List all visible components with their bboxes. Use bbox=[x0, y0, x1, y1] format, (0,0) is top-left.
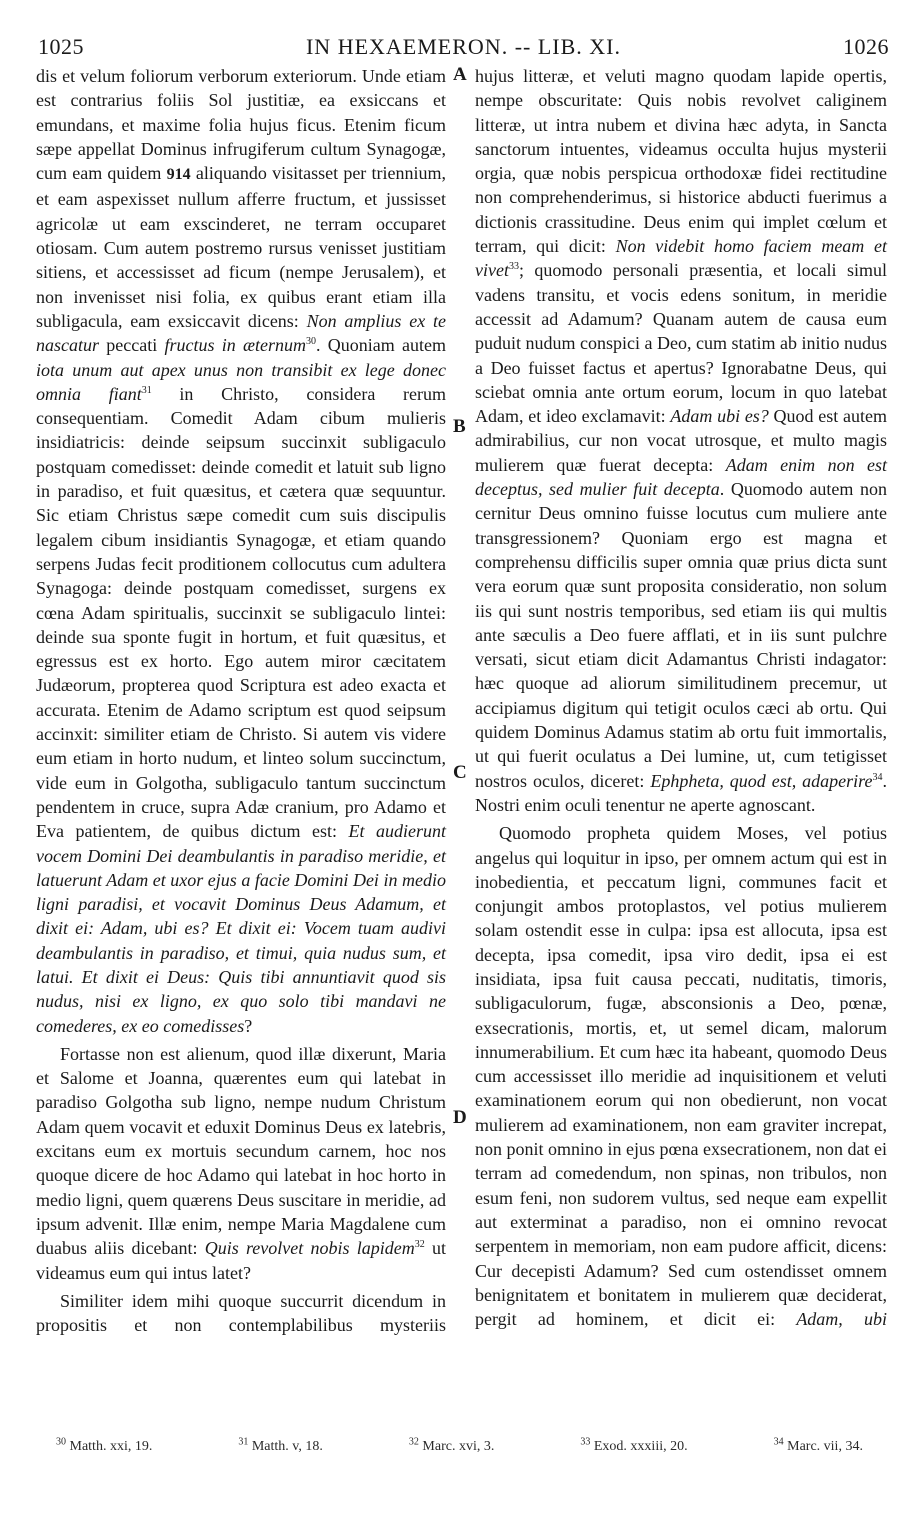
scripture-quote: iota unum aut apex unus non transibit ex lege donec omnia fiant bbox=[36, 359, 446, 404]
running-head bbox=[38, 34, 889, 60]
text-run: ut videamus eum qui intus latet? bbox=[36, 1238, 447, 1283]
running-title: IN HEXAEMERON. -- LIB. XI. bbox=[305, 34, 621, 59]
text-run: . Quomodo autem non cernitur Deus omnino fuisse locutus cum muliere ante transgressionem? Quoniam ergo est magna et comprehensu difficilis super omnia quæ prius dicta sunt vera eorum quæ sunt proposita consideratio, non solum iis qui sunt nostris temporibus, sed etiam iis qui multis ante sæculis a Deo fuere afflati, et in iis sunt pulchre versati, sicut etiam dicit Adamantus Christi indagator: hæc quoque ad aliorum similitudinem precemur, ut accipiamus digitum qui tetigit oculos cæci ab ortu. Qui quidem Dominus Adamus statim ab ortu fuit immortalis, ut qui fuerit oculatus a Dei lumine, ut, cum tetigisset nostros oculos, diceret: bbox=[475, 479, 887, 791]
footnotes bbox=[56, 1436, 863, 1455]
left-column bbox=[36, 64, 446, 1337]
scripture-quote: Ephpheta, quod est, adaperire bbox=[650, 770, 873, 791]
right-paragraph-2 bbox=[475, 821, 887, 1331]
text-run: . Nostri enim oculi tenentur ne aperte agnoscant. bbox=[475, 770, 887, 815]
scripture-quote: Et audierunt vocem Domini Dei deambulantis in paradiso meridie, et latuerunt Adam et uxor ejus a facie Domini Dei in medio ligni paradisi, et vocavit Dominus Deus Adamum, et dixit ei: Adam, ubi es? Et dixit ei: Vocem tuam audivi deambulantis in paradiso, et timui, quia nudus sum, et latui. Et dixit ei Deus: Quis tibi annuntiavit quod sis nudus, nisi ex ligno, ex quo solo tibi mandavi ne comederes, ex eo comedisses bbox=[36, 821, 446, 1036]
footnote-number: 33 bbox=[580, 1436, 591, 1448]
footnote bbox=[580, 1436, 688, 1455]
text-run: aliquando visitasset per triennium, et eam aspexisset nullum afferre fructum, et jussisset agricolæ ut eam exscinderet, ne terram occuparet otiosam. Cum autem postremo rursus venisset justitiam sitiens, et accessisset ad ficum (nempe Jerusalem), et non invenisset nisi folia, ex quibus erant etiam illa subligacula, eam exsiccavit dicens: bbox=[36, 163, 447, 331]
text-run: peccati bbox=[106, 335, 158, 356]
footnote-reference: Exod. xxxiii, 20. bbox=[593, 1439, 688, 1454]
text-run: Quomodo propheta quidem Moses, vel potius angelus qui loquitur in ipso, per omnem actum qui est in inobedientia, et peccatum ligni, communes facit et conjungit ambos protoplastos, vel potius mulierem solam ostendit esse in culpa: ipsa est allocuta, ipsa est decepta, ipsa comedit, ipsa viro dedit, ipsa ei est insidiata, ipsa fuit causa peccati, nuditatis, timoris, subligaculorum, fugæ, absconsionis a Deo, pœnæ, exsecrationis, mortis, et, ut semel dicam, malorum innumerabilium. Et cum hæc ita habeant, quomodo Deus cum accessisset illo meridie ad inquisitionem et veluti examinationem eorum qui non obedierunt, non vocat mulierem ad examinationem, non eam graviter increpat, non ponit omnino in ejus pœna exsecrationem, non dat ei terram ad comedendum, non spinas, non tribulos, non esum feni, non sudorem vultus, sed neque eam expellit aut exterminat a paradiso, non ei omnino revocat serpentem in memoriam, non eam pudore afficit, dicens: Cur decepisti Adamum? Sed cum ostendisset omnem benignitatem et bonitatem in mulierem quæ deciderat, pergit ad hominem, et dicit ei: bbox=[475, 823, 887, 1330]
page-number-right: 1026 bbox=[842, 34, 889, 59]
text-run: ; quomodo personali præsentia, et locali simul vadens transitu, et vocis edens sonitum, in meridie accessit ad Adamum? Quanam autem de causa eum puduit nudum conspici a Deo, cum statim ab initio nudus a Deo fuisset factus et apertus? Ignorabatne Deus, qui sciebat omnia ante ortum eorum, locum in quo latebat Adam, et ideo exclamavit: bbox=[475, 260, 887, 427]
margin-letter-d: D bbox=[453, 1107, 467, 1128]
text-run: hujus litteræ, et veluti magno quodam lapide opertis, nempe obscuritate: Quis nobis revolvet caliginem litteræ, ut intra nubem et divina hæc adyta, in Sancta sanctorum intuentes, videamus occulta hujus mysterii orgia, quæ nobis perspicua orthodoxæ fidei rectitudine non comprehenderimus, si historice abducti fuerimus a dictionis crassitudine. Deus enim qui implet cœlum et terram, qui dicit: bbox=[475, 66, 887, 257]
right-column bbox=[475, 64, 887, 1331]
margin-letter-a: A bbox=[453, 64, 467, 85]
left-paragraph-3 bbox=[36, 1289, 446, 1338]
footnote bbox=[408, 1436, 495, 1455]
text-run: dis et velum foliorum verborum exteriorum. Unde etiam est contrarius foliis Sol justitiæ, ea exsiccans et emundans, et maxime folia hujus ficus. Etenim ficum sæpe appellat Dominus infrugiferum cultum Synagogæ, cum eam quidem bbox=[36, 66, 446, 184]
footnote-reference: Matth. v, 18. bbox=[251, 1439, 323, 1454]
footnote-ref: 31 bbox=[141, 384, 152, 396]
scripture-quote: Adam ubi es? bbox=[670, 406, 769, 427]
footnote-number: 32 bbox=[408, 1436, 419, 1448]
text-run: Quod est autem admirabilius, cur non vocat utrosque, et multo magis mulierem quæ fuerat decepta: bbox=[475, 406, 887, 475]
footnote-reference: Marc. xvi, 3. bbox=[422, 1439, 495, 1454]
page-number-left: 1025 bbox=[38, 34, 84, 59]
text-run: in Christo, considera rerum consequentiam. Comedit Adam cibum mulieris insidiatricis: deinde seipsum succinxit subligaculo postquam comedisset: deinde comedit et latuit sub ligno in paradiso, et fuit quæsitus, et cætera quæ sequuntur. Sic etiam Christus sæpe comedit cum suis discipulis legalem cibum insidiantis Synagogæ, et etiam quando serpens Judas fecit proditionem collocutus cum adultera Synagoga: deinde postquam comedisset, surgens ex cœna Adam spiritualis, succinxit se subligaculo lintei: deinde sua sponte fugit in hortum, et fuit quæsitus, et egressus est ex horto. Ego autem miror cæcitatem Judæorum, propterea quod Scriptura est adeo exacta et accurata. Etenim de Adamo scriptum est quod seipsum accinxit: similiter etiam de Christo. Si autem vis videre eum etiam in horto nudum, et linteo solum succinctum, vide eum in Golgotha, subligaculo tantum succinctum pendentem in cruce, supra Adæ cranium, pro Adamo et Eva patientem, de quibus dictum est: bbox=[36, 383, 446, 842]
text-run: Fortasse non est alienum, quod illæ dixerunt, Maria et Salome et Joanna, quærentes eum qui latebat in paradiso Golgotha sub ligno, nempe nudum Christum Adam quem vocavit et eduxit Dominus Deus ex latebris, excitans eum ex mortuis secundum carnem, hoc nos quoque dicere de hoc Adamo qui latebat in hoc horto in medio ligni, quem quærens Deus suscitare in meridie, ad ipsum advenit. Illæ enim, nempe Maria Magdalene cum duabus aliis dicebant: bbox=[36, 1043, 446, 1259]
scripture-quote: Non videbit homo faciem meam et vivet bbox=[475, 236, 887, 281]
left-paragraph-2 bbox=[36, 1042, 446, 1285]
right-paragraph-1 bbox=[475, 64, 887, 817]
footnote bbox=[56, 1436, 153, 1455]
text-run: . Quoniam autem bbox=[316, 335, 446, 356]
text-run: Similiter idem mihi quoque succurrit dicendum in propositis et non contemplabilibus mysteriis bbox=[36, 1290, 446, 1336]
footnote-ref: 30 bbox=[306, 336, 317, 348]
scripture-quote: Adam, ubi bbox=[796, 1309, 888, 1330]
scripture-quote: Non amplius ex te nascatur bbox=[36, 310, 447, 356]
left-paragraph-1 bbox=[36, 64, 446, 1038]
footnote-ref: 33 bbox=[508, 261, 519, 273]
margin-letter-c: C bbox=[453, 762, 467, 783]
text-run: ? bbox=[244, 1015, 253, 1036]
scripture-quote: fructus in æternum bbox=[164, 335, 307, 356]
footnote-ref: 32 bbox=[414, 1239, 425, 1251]
footnote-reference: Matth. xxi, 19. bbox=[69, 1439, 153, 1454]
footnote-ref: 34 bbox=[872, 771, 883, 783]
footnote-number: 30 bbox=[56, 1436, 66, 1448]
footnote-number: 34 bbox=[773, 1436, 784, 1448]
column-marker: 914 bbox=[166, 166, 191, 184]
footnote bbox=[773, 1436, 863, 1455]
scripture-quote: Adam enim non est deceptus, sed mulier fuit decepta bbox=[475, 454, 888, 500]
footnote-reference: Marc. vii, 34. bbox=[787, 1439, 863, 1454]
scripture-quote: Quis revolvet nobis lapidem bbox=[204, 1238, 415, 1259]
margin-letter-b: B bbox=[453, 416, 466, 437]
footnote bbox=[238, 1436, 323, 1455]
footnote-number: 31 bbox=[238, 1436, 249, 1448]
